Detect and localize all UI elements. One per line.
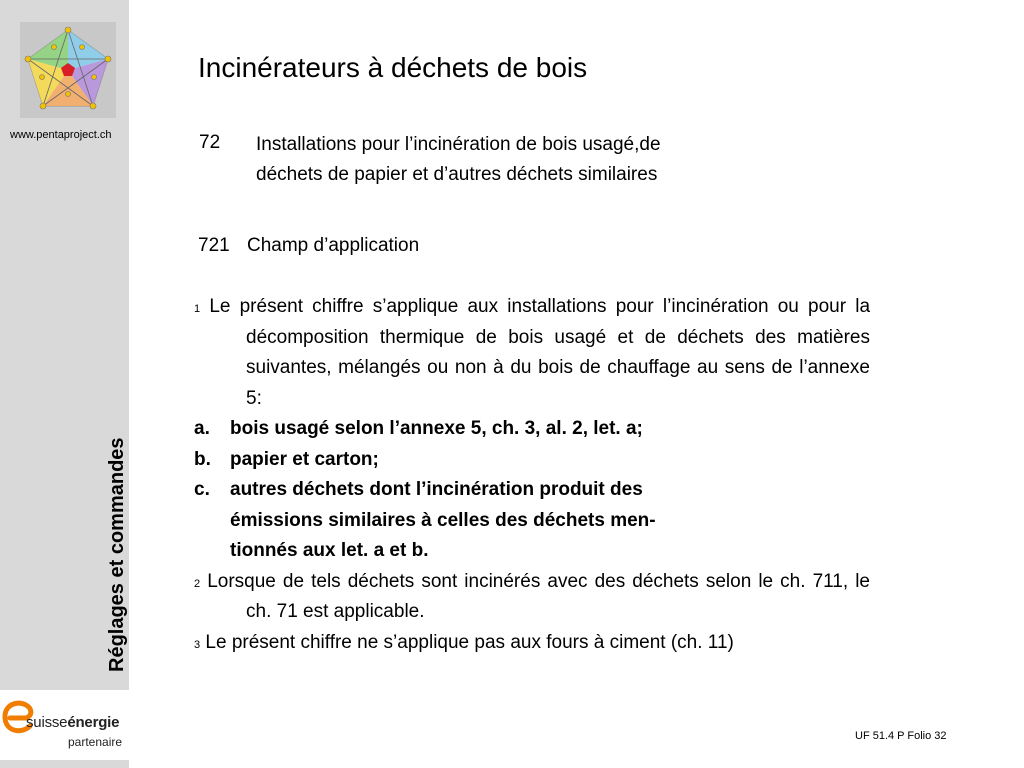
list-text-line: émissions similaires à celles des déchets men- [230, 509, 656, 531]
brand-plain: suisse [26, 714, 68, 731]
site-url[interactable]: www.pentaproject.ch [10, 129, 112, 141]
paragraph-2-text: Lorsque de tels déchets sont incinérés avec des déchets selon le ch. 711, le ch. 71 est applicable. [207, 570, 870, 622]
paragraph-3-text: Le présent chiffre ne s’applique pas aux fours à ciment (ch. 11) [205, 631, 734, 653]
list-letter: b. [194, 448, 211, 470]
partner-subtitle: partenaire [68, 735, 123, 749]
sidebar [0, 0, 129, 768]
list-item-b [194, 445, 870, 476]
list-item-c [194, 475, 870, 567]
list-letter: c. [194, 479, 210, 500]
paragraph-1-text: Le présent chiffre s’applique aux installations pour l’incinération ou pour la décomposition thermique de bois usagé et de déchets des matières suivantes, mélangés ou non à du bois de chauffage au sens de l’annexe 5: [209, 296, 871, 409]
list-text-line: tionnés aux let. a et b. [230, 540, 429, 561]
list-text-line: autres déchets dont l’incinération produit des [230, 479, 643, 500]
pentaproject-logo [20, 22, 116, 118]
vertical-section-title: Réglages et commandes [106, 437, 128, 672]
footer-folio: UF 51.4 P Folio 32 [855, 730, 947, 742]
slide-title: Incinérateurs à déchets de bois [198, 52, 588, 83]
pentagon-network-icon [20, 22, 116, 118]
paragraph-2-number: 2 [194, 577, 201, 590]
paragraph-3 [194, 628, 870, 659]
list-text: bois usagé selon l’annexe 5, ch. 3, al. 2, let. a; [230, 418, 643, 439]
paragraph-1-number: 1 [194, 303, 201, 315]
list-item-a [194, 414, 870, 445]
paragraph-1 [194, 292, 870, 414]
section-title-line1: Installations pour l’incinération de bois usagé,de [256, 134, 661, 155]
subsection-title: Champ d’application [247, 235, 420, 256]
suisse-energie-logo [0, 690, 135, 760]
slide-body [194, 292, 870, 658]
list-text: papier et carton; [230, 448, 379, 470]
brand-bold: énergie [67, 714, 120, 731]
paragraph-3-number: 3 [194, 638, 201, 651]
partner-brand [26, 714, 119, 731]
section-title-line2: déchets de papier et d’autres déchets similaires [256, 164, 658, 185]
subsection-number: 721 [198, 235, 230, 256]
paragraph-2 [194, 567, 870, 628]
section-number: 72 [199, 132, 221, 153]
list-letter: a. [194, 418, 210, 439]
